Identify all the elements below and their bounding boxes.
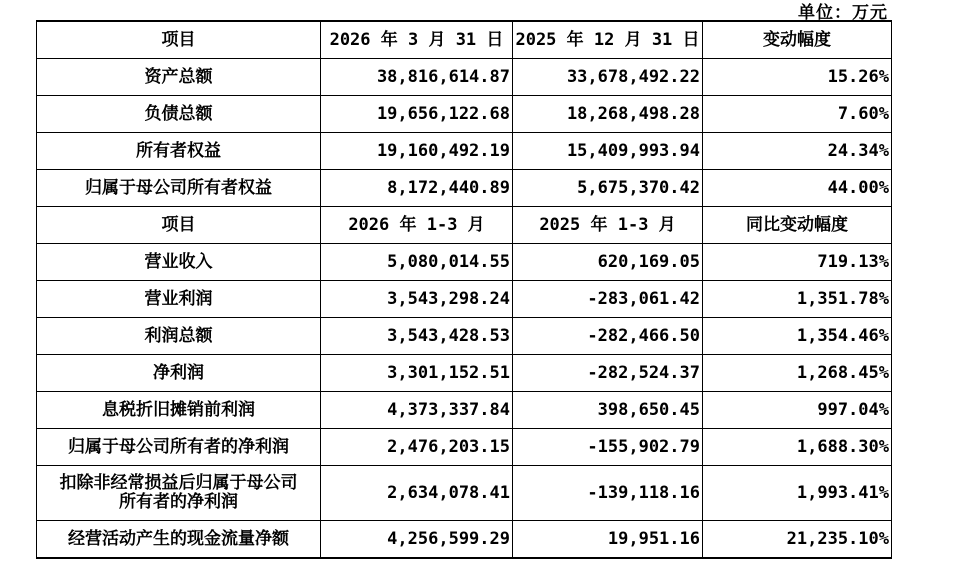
header-cell-item: 项目 — [37, 207, 321, 244]
row-label-line1: 扣除非经常损益后归属于母公司 — [59, 473, 298, 493]
row-value-prior: -282,466.50 — [513, 318, 703, 355]
row-value-change: 44.00% — [703, 170, 892, 207]
table-row — [37, 318, 892, 355]
row-label: 资产总额 — [37, 59, 321, 96]
income-header-row — [37, 207, 892, 244]
row-value-change: 1,268.45% — [703, 355, 892, 392]
table-row — [37, 466, 892, 521]
table-row — [37, 59, 892, 96]
table-row — [37, 429, 892, 466]
header-cell-period1: 2026 年 3 月 31 日 — [321, 21, 513, 59]
row-value-current: 3,301,152.51 — [321, 355, 513, 392]
table-row — [37, 392, 892, 429]
table-row — [37, 244, 892, 281]
row-value-current: 8,172,440.89 — [321, 170, 513, 207]
row-value-current: 2,634,078.41 — [321, 466, 513, 521]
row-label — [37, 466, 321, 521]
row-value-current: 4,373,337.84 — [321, 392, 513, 429]
row-label: 息税折旧摊销前利润 — [37, 392, 321, 429]
row-value-prior: 620,169.05 — [513, 244, 703, 281]
header-cell-period1: 2026 年 1-3 月 — [321, 207, 513, 244]
row-label-line2: 所有者的净利润 — [119, 492, 238, 512]
financial-summary-table — [36, 20, 892, 559]
row-value-prior: 19,951.16 — [513, 521, 703, 559]
row-value-prior: -283,061.42 — [513, 281, 703, 318]
row-label: 净利润 — [37, 355, 321, 392]
row-value-change: 1,354.46% — [703, 318, 892, 355]
row-value-prior: -139,118.16 — [513, 466, 703, 521]
balance-header-row — [37, 21, 892, 59]
table-row — [37, 355, 892, 392]
row-value-prior: 18,268,498.28 — [513, 96, 703, 133]
row-label: 营业利润 — [37, 281, 321, 318]
row-value-change: 21,235.10% — [703, 521, 892, 559]
row-value-change: 1,993.41% — [703, 466, 892, 521]
row-value-change: 1,351.78% — [703, 281, 892, 318]
table-row — [37, 133, 892, 170]
header-cell-period2: 2025 年 12 月 31 日 — [513, 21, 703, 59]
unit-label: 单位：万元 — [798, 3, 888, 23]
row-value-current: 4,256,599.29 — [321, 521, 513, 559]
row-label: 所有者权益 — [37, 133, 321, 170]
row-value-current: 38,816,614.87 — [321, 59, 513, 96]
table-row — [37, 521, 892, 559]
row-value-current: 19,160,492.19 — [321, 133, 513, 170]
table-row — [37, 96, 892, 133]
header-cell-change: 变动幅度 — [703, 21, 892, 59]
header-cell-change: 同比变动幅度 — [703, 207, 892, 244]
row-value-change: 15.26% — [703, 59, 892, 96]
row-value-change: 1,688.30% — [703, 429, 892, 466]
row-value-change: 7.60% — [703, 96, 892, 133]
row-value-current: 3,543,298.24 — [321, 281, 513, 318]
row-value-prior: -282,524.37 — [513, 355, 703, 392]
table-row — [37, 281, 892, 318]
row-value-current: 19,656,122.68 — [321, 96, 513, 133]
row-value-prior: 5,675,370.42 — [513, 170, 703, 207]
row-label: 经营活动产生的现金流量净额 — [37, 521, 321, 559]
row-value-current: 5,080,014.55 — [321, 244, 513, 281]
row-value-prior: 33,678,492.22 — [513, 59, 703, 96]
row-label: 归属于母公司所有者的净利润 — [37, 429, 321, 466]
header-cell-item: 项目 — [37, 21, 321, 59]
row-value-change: 24.34% — [703, 133, 892, 170]
row-label: 负债总额 — [37, 96, 321, 133]
row-value-prior: -155,902.79 — [513, 429, 703, 466]
table-row — [37, 170, 892, 207]
row-label: 归属于母公司所有者权益 — [37, 170, 321, 207]
row-label: 利润总额 — [37, 318, 321, 355]
row-value-current: 2,476,203.15 — [321, 429, 513, 466]
row-value-change: 997.04% — [703, 392, 892, 429]
row-label: 营业收入 — [37, 244, 321, 281]
row-value-current: 3,543,428.53 — [321, 318, 513, 355]
row-value-change: 719.13% — [703, 244, 892, 281]
row-value-prior: 15,409,993.94 — [513, 133, 703, 170]
header-cell-period2: 2025 年 1-3 月 — [513, 207, 703, 244]
row-value-prior: 398,650.45 — [513, 392, 703, 429]
